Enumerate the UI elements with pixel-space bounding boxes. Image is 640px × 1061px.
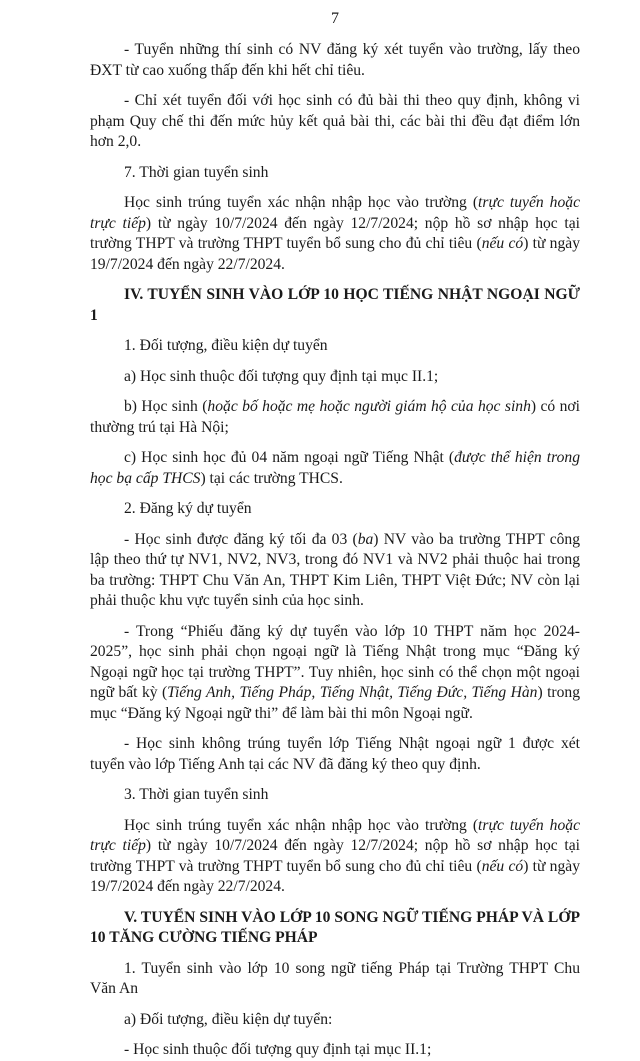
paragraph: a) Học sinh thuộc đối tượng quy định tại mục II.1; <box>124 367 439 385</box>
paragraph: - Học sinh thuộc đối tượng quy định tại mục II.1; <box>124 1041 432 1058</box>
paragraph: a) Đối tượng, điều kiện dự tuyển: <box>124 1010 333 1028</box>
page-number: 7 <box>331 10 339 27</box>
paragraph: Học sinh trúng tuyển xác nhận nhập học vào trường (trực tuyến hoặc trực tiếp) từ ngày 10/7/2024 đến ngày 12/7/2024; nộp hồ sơ nhập học tại trường THPT và trường THPT tuyển bổ sung cho đủ chỉ tiêu (nếu có) từ ngày 19/7/2024 đến ngày 22/7/2024. <box>90 194 580 273</box>
paragraph: - Tuyển những thí sinh có NV đăng ký xét tuyển vào trường, lấy theo ĐXT từ cao xuống thấp đến khi hết chỉ tiêu. <box>90 41 580 79</box>
section-heading: V. TUYỂN SINH VÀO LỚP 10 SONG NGỮ TIẾNG PHÁP VÀ LỚP 10 TĂNG CƯỜNG TIẾNG PHÁP <box>90 908 580 946</box>
paragraph: Học sinh trúng tuyển xác nhận nhập học vào trường (trực tuyến hoặc trực tiếp) từ ngày 10/7/2024 đến ngày 12/7/2024; nộp hồ sơ nhập học tại trường THPT và trường THPT tuyển bổ sung cho đủ chỉ tiêu (nếu có) từ ngày 19/7/2024 đến ngày 22/7/2024. <box>90 816 580 895</box>
paragraph: - Học sinh không trúng tuyển lớp Tiếng Nhật ngoại ngữ 1 được xét tuyển vào lớp Tiếng Anh tại các NV đã đăng ký theo quy định. <box>90 735 580 773</box>
paragraph: c) Học sinh học đủ 04 năm ngoại ngữ Tiếng Nhật (được thể hiện trong học bạ cấp THCS) tại các trường THCS. <box>90 449 580 487</box>
section-subheading: 1. Tuyển sinh vào lớp 10 song ngữ tiếng Pháp tại Trường THPT Chu Văn An <box>90 959 580 997</box>
section-subheading: 3. Thời gian tuyển sinh <box>124 786 269 803</box>
paragraph: - Trong “Phiếu đăng ký dự tuyển vào lớp 10 THPT năm học 2024-2025”, học sinh phải chọn ngoại ngữ là Tiếng Nhật trong mục “Đăng ký Ngoại ngữ học tại trường THPT”. Tuy nhiên, học sinh có thể chọn một ngoại ngữ bất kỳ (Tiếng Anh, Tiếng Pháp, Tiếng Nhật, Tiếng Đức, Tiếng Hàn) trong mục “Đăng ký Ngoại ngữ thi” để làm bài thi môn Ngoại ngữ. <box>90 622 580 722</box>
paragraph: - Chỉ xét tuyển đối với học sinh có đủ bài thi theo quy định, không vi phạm Quy chế thi đến mức hủy kết quả bài thi, các bài thi đều đạt điểm lớn hơn 2,0. <box>90 92 580 150</box>
paragraph: - Học sinh được đăng ký tối đa 03 (ba) NV vào ba trường THPT công lập theo thứ tự NV1, NV2, NV3, trong đó NV1 và NV2 phải thuộc hai trong ba trường: THPT Chu Văn An, THPT Kim Liên, THPT Việt Đức; NV còn lại phải thuộc khu vực tuyển sinh của học sinh. <box>90 530 581 609</box>
section-subheading: 2. Đăng ký dự tuyển <box>124 500 252 517</box>
section-heading: IV. TUYỂN SINH VÀO LỚP 10 HỌC TIẾNG NHẬT NGOẠI NGỮ 1 <box>90 286 580 324</box>
section-subheading: 7. Thời gian tuyển sinh <box>124 163 269 181</box>
paragraph: b) Học sinh (hoặc bố hoặc mẹ hoặc người giám hộ của học sinh) có nơi thường trú tại Hà Nội; <box>90 398 580 436</box>
section-subheading: 1. Đối tượng, điều kiện dự tuyển <box>124 337 328 354</box>
